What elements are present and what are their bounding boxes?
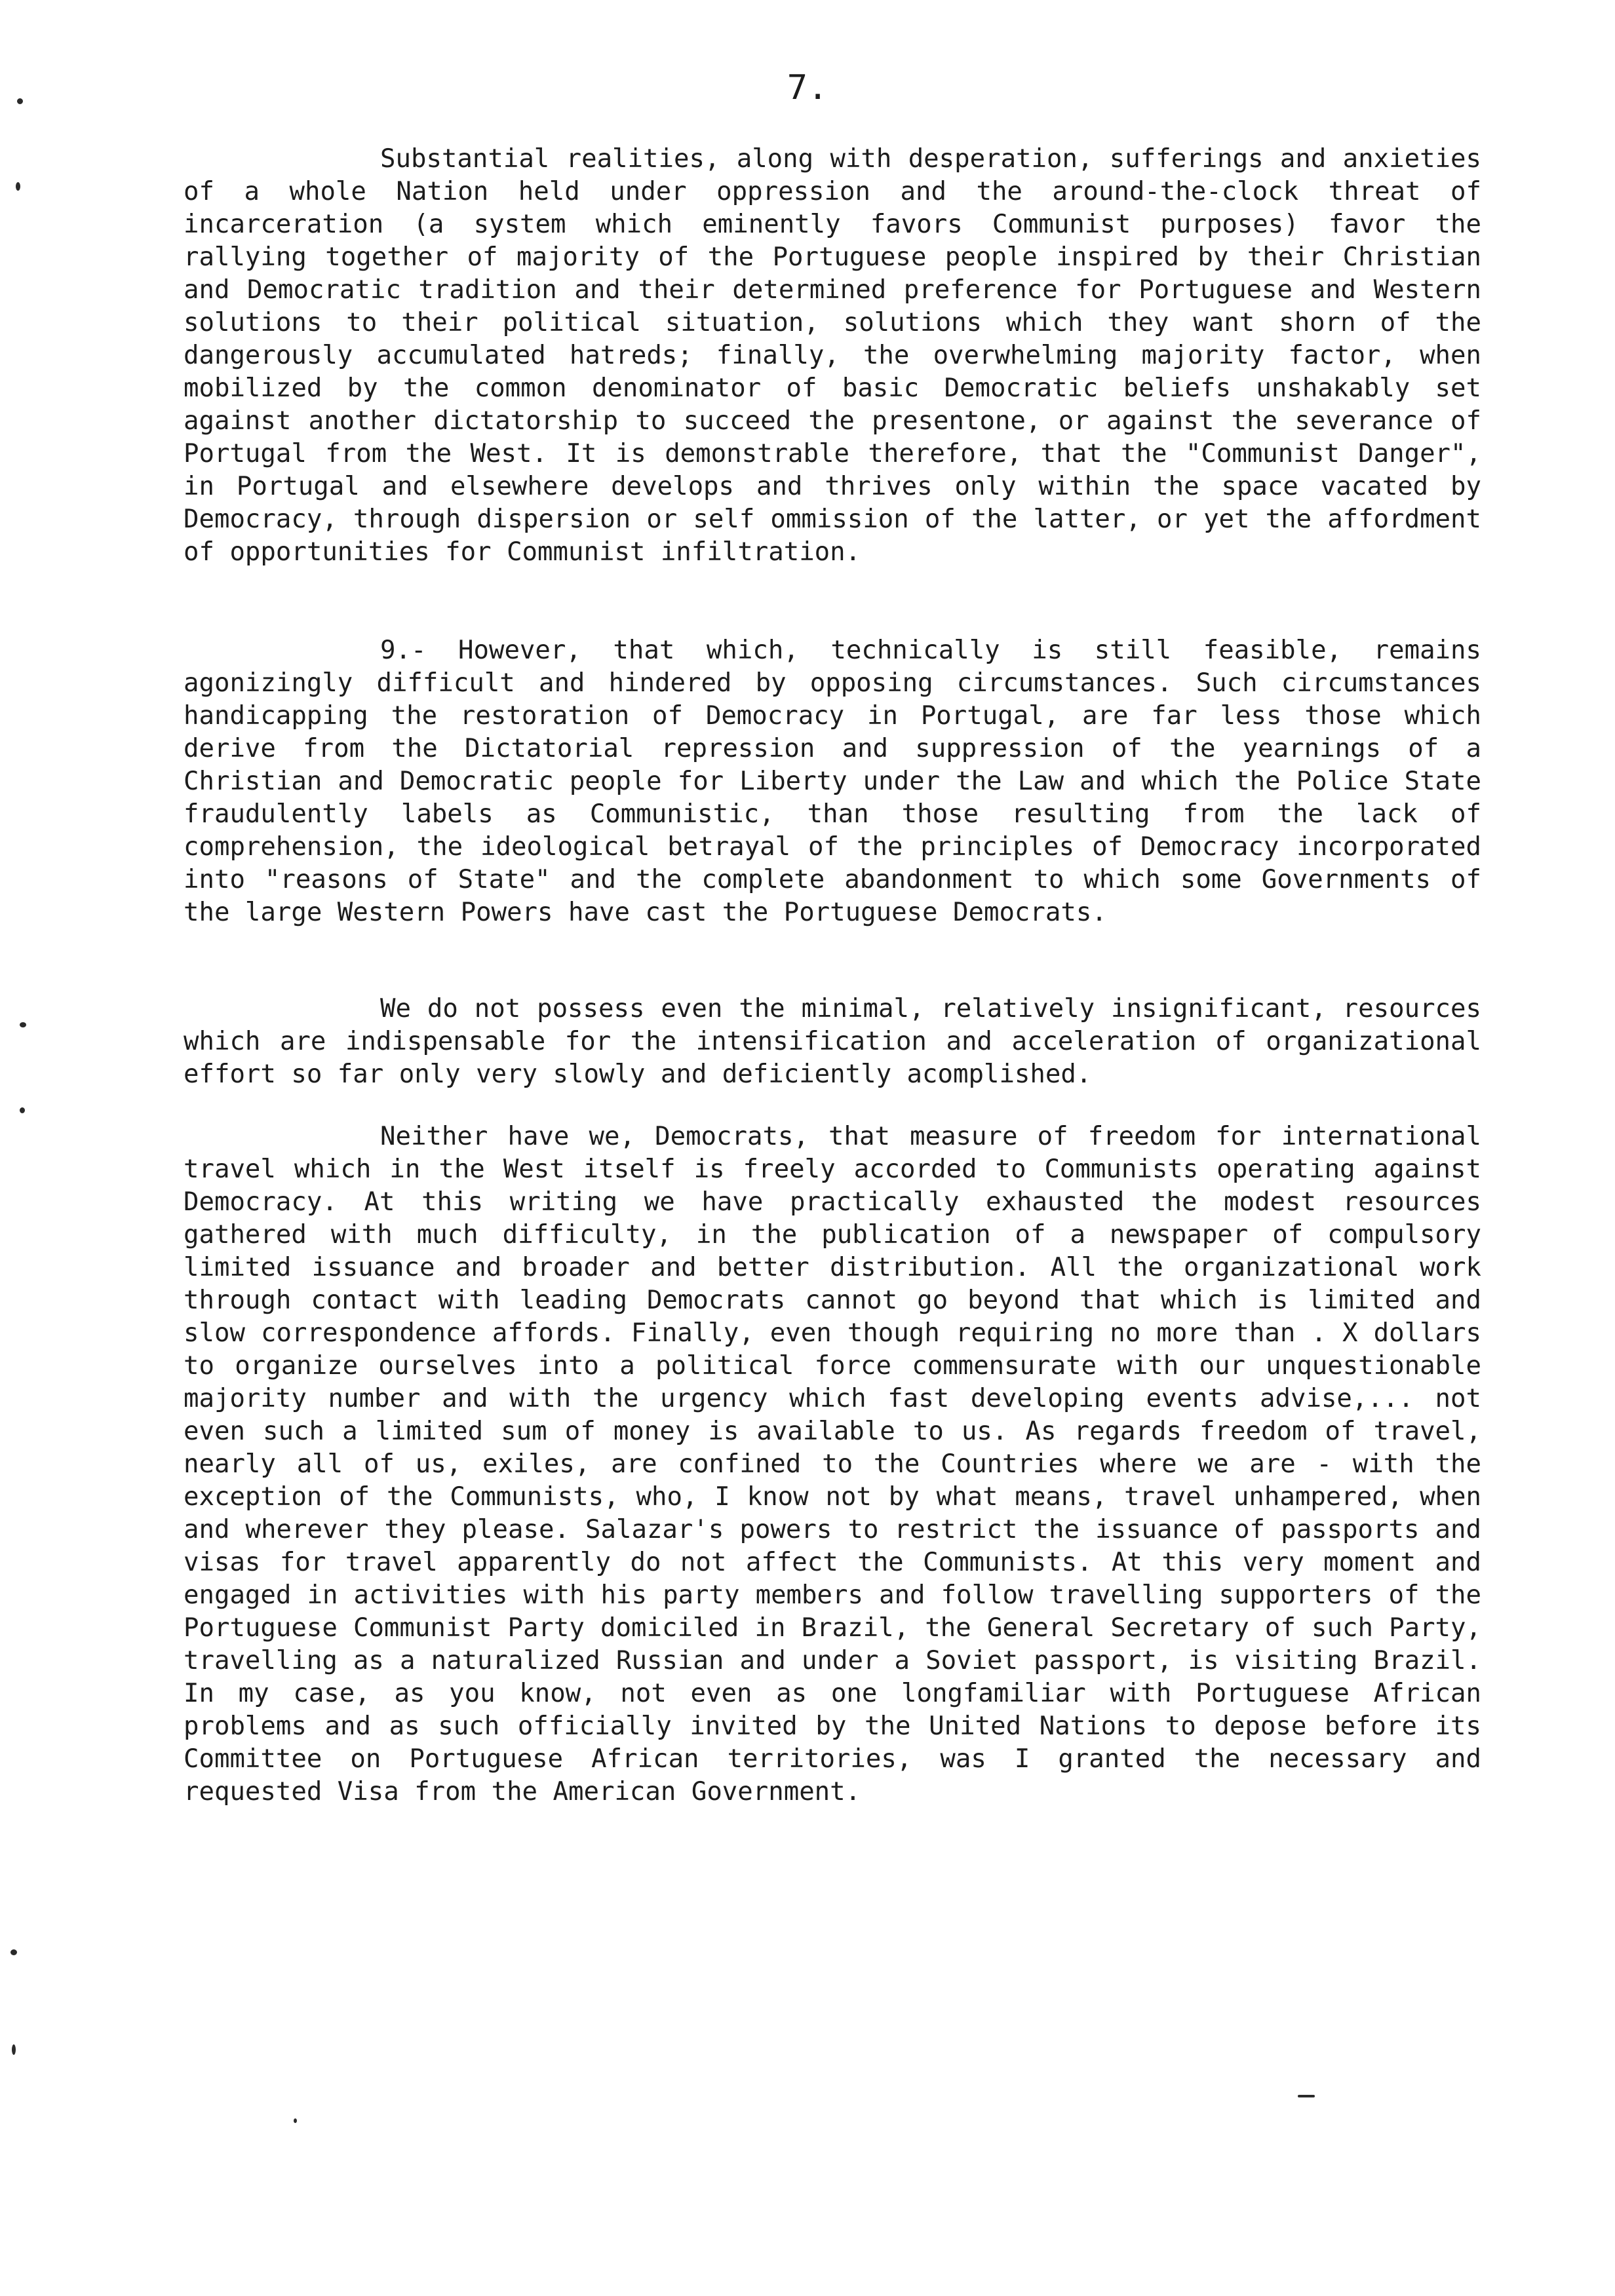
- paragraph-text: 9.- However, that which, technically is still feasible, remains agonizingly difficult and hindered by opposing circumstances. Such circumstances handicapping the restoration of Democracy in Portugal, are far less those which derive from the Dictatorial repression and suppression of the yearnings of a Christian and Democratic people for Liberty under the Law and which the Police State fraudulently labels as Communistic, than those resulting from the lack of comprehension, the ideological betrayal of the principles of Democracy incorporated into "reasons of State" and the complete abandonment to which some Governments of the large Western Powers have cast the Portuguese Democrats.: [184, 636, 1481, 927]
- margin-mark: [20, 1022, 26, 1027]
- paragraph-text: We do not possess even the minimal, relatively insignificant, resources which are indispensable for the intensification and acceleration of organizational effort so far only very slowly and deficiently acomplished.: [184, 994, 1481, 1089]
- paragraph-resources: [184, 993, 1481, 1091]
- paragraph-text: Substantial realities, along with desperation, sufferings and anxieties of a whole Nation held under oppression and the around-the-clock threat of incarceration (a system which eminently favors Communist purposes) favor the rallying together of majority of the Portuguese people inspired by their Christian and Democratic tradition and their determined preference for Portuguese and Western solutions to their political situation, solutions which they want shorn of the dangerously accumulated hatreds; finally, the overwhelming majority factor, when mobilized by the common denominator of basic Democratic beliefs unshakably set against another dictatorship to succeed the presentone, or against the severance of Portugal from the West. It is demonstrable therefore, that the "Communist Danger", in Portugal and elsewhere develops and thrives only within the space vacated by Democracy, through dispersion or self ommission of the latter, or yet the affordment of opportunities for Communist infiltration.: [184, 144, 1481, 567]
- margin-mark: [10, 1949, 17, 1955]
- margin-mark: [17, 98, 23, 104]
- paragraph-travel: [184, 1120, 1481, 1808]
- paragraph-realities: [184, 143, 1481, 569]
- paragraph-text: Neither have we, Democrats, that measure of freedom for international travel which in the West itself is freely accorded to Communists operating against Democracy. At this writing we have practically exhausted the modest resources gathered with much difficulty, in the publication of a newspaper of compulsory limited issuance and broader and better distribution. All the organizational work through contact with leading Democrats cannot go beyond that which is limited and slow correspondence affords. Finally, even though requiring no more than . X dollars to organize ourselves into a political force commensurate with our unquestionable majority number and with the urgency which fast developing events advise,... not even such a limited sum of money is available to us. As regards freedom of travel, nearly all of us, exiles, are confined to the Countries where we are - with the exception of the Communists, who, I know not by what means, travel unhampered, when and wherever they please. Salazar's powers to restrict the issuance of passports and visas for travel apparently do not affect the Communists. At this very moment and engaged in activities with his party members and follow travelling supporters of the Portuguese Communist Party domiciled in Brazil, the General Secretary of such Party, travelling as a naturalized Russian and under a Soviet passport, is visiting Brazil. In my case, as you know, not even as one longfamiliar with Portuguese African problems and as such officially invited by the United Nations to depose before its Committee on Portuguese African territories, was I granted the necessary and requested Visa from the American Government.: [184, 1122, 1481, 1807]
- paragraph-section-9: [184, 634, 1481, 929]
- margin-mark: [294, 2118, 297, 2123]
- margin-mark: [1298, 2095, 1315, 2097]
- margin-mark: [16, 182, 20, 191]
- margin-mark: [12, 2044, 16, 2055]
- page-number: 7.: [787, 68, 828, 107]
- margin-mark: [20, 1107, 25, 1113]
